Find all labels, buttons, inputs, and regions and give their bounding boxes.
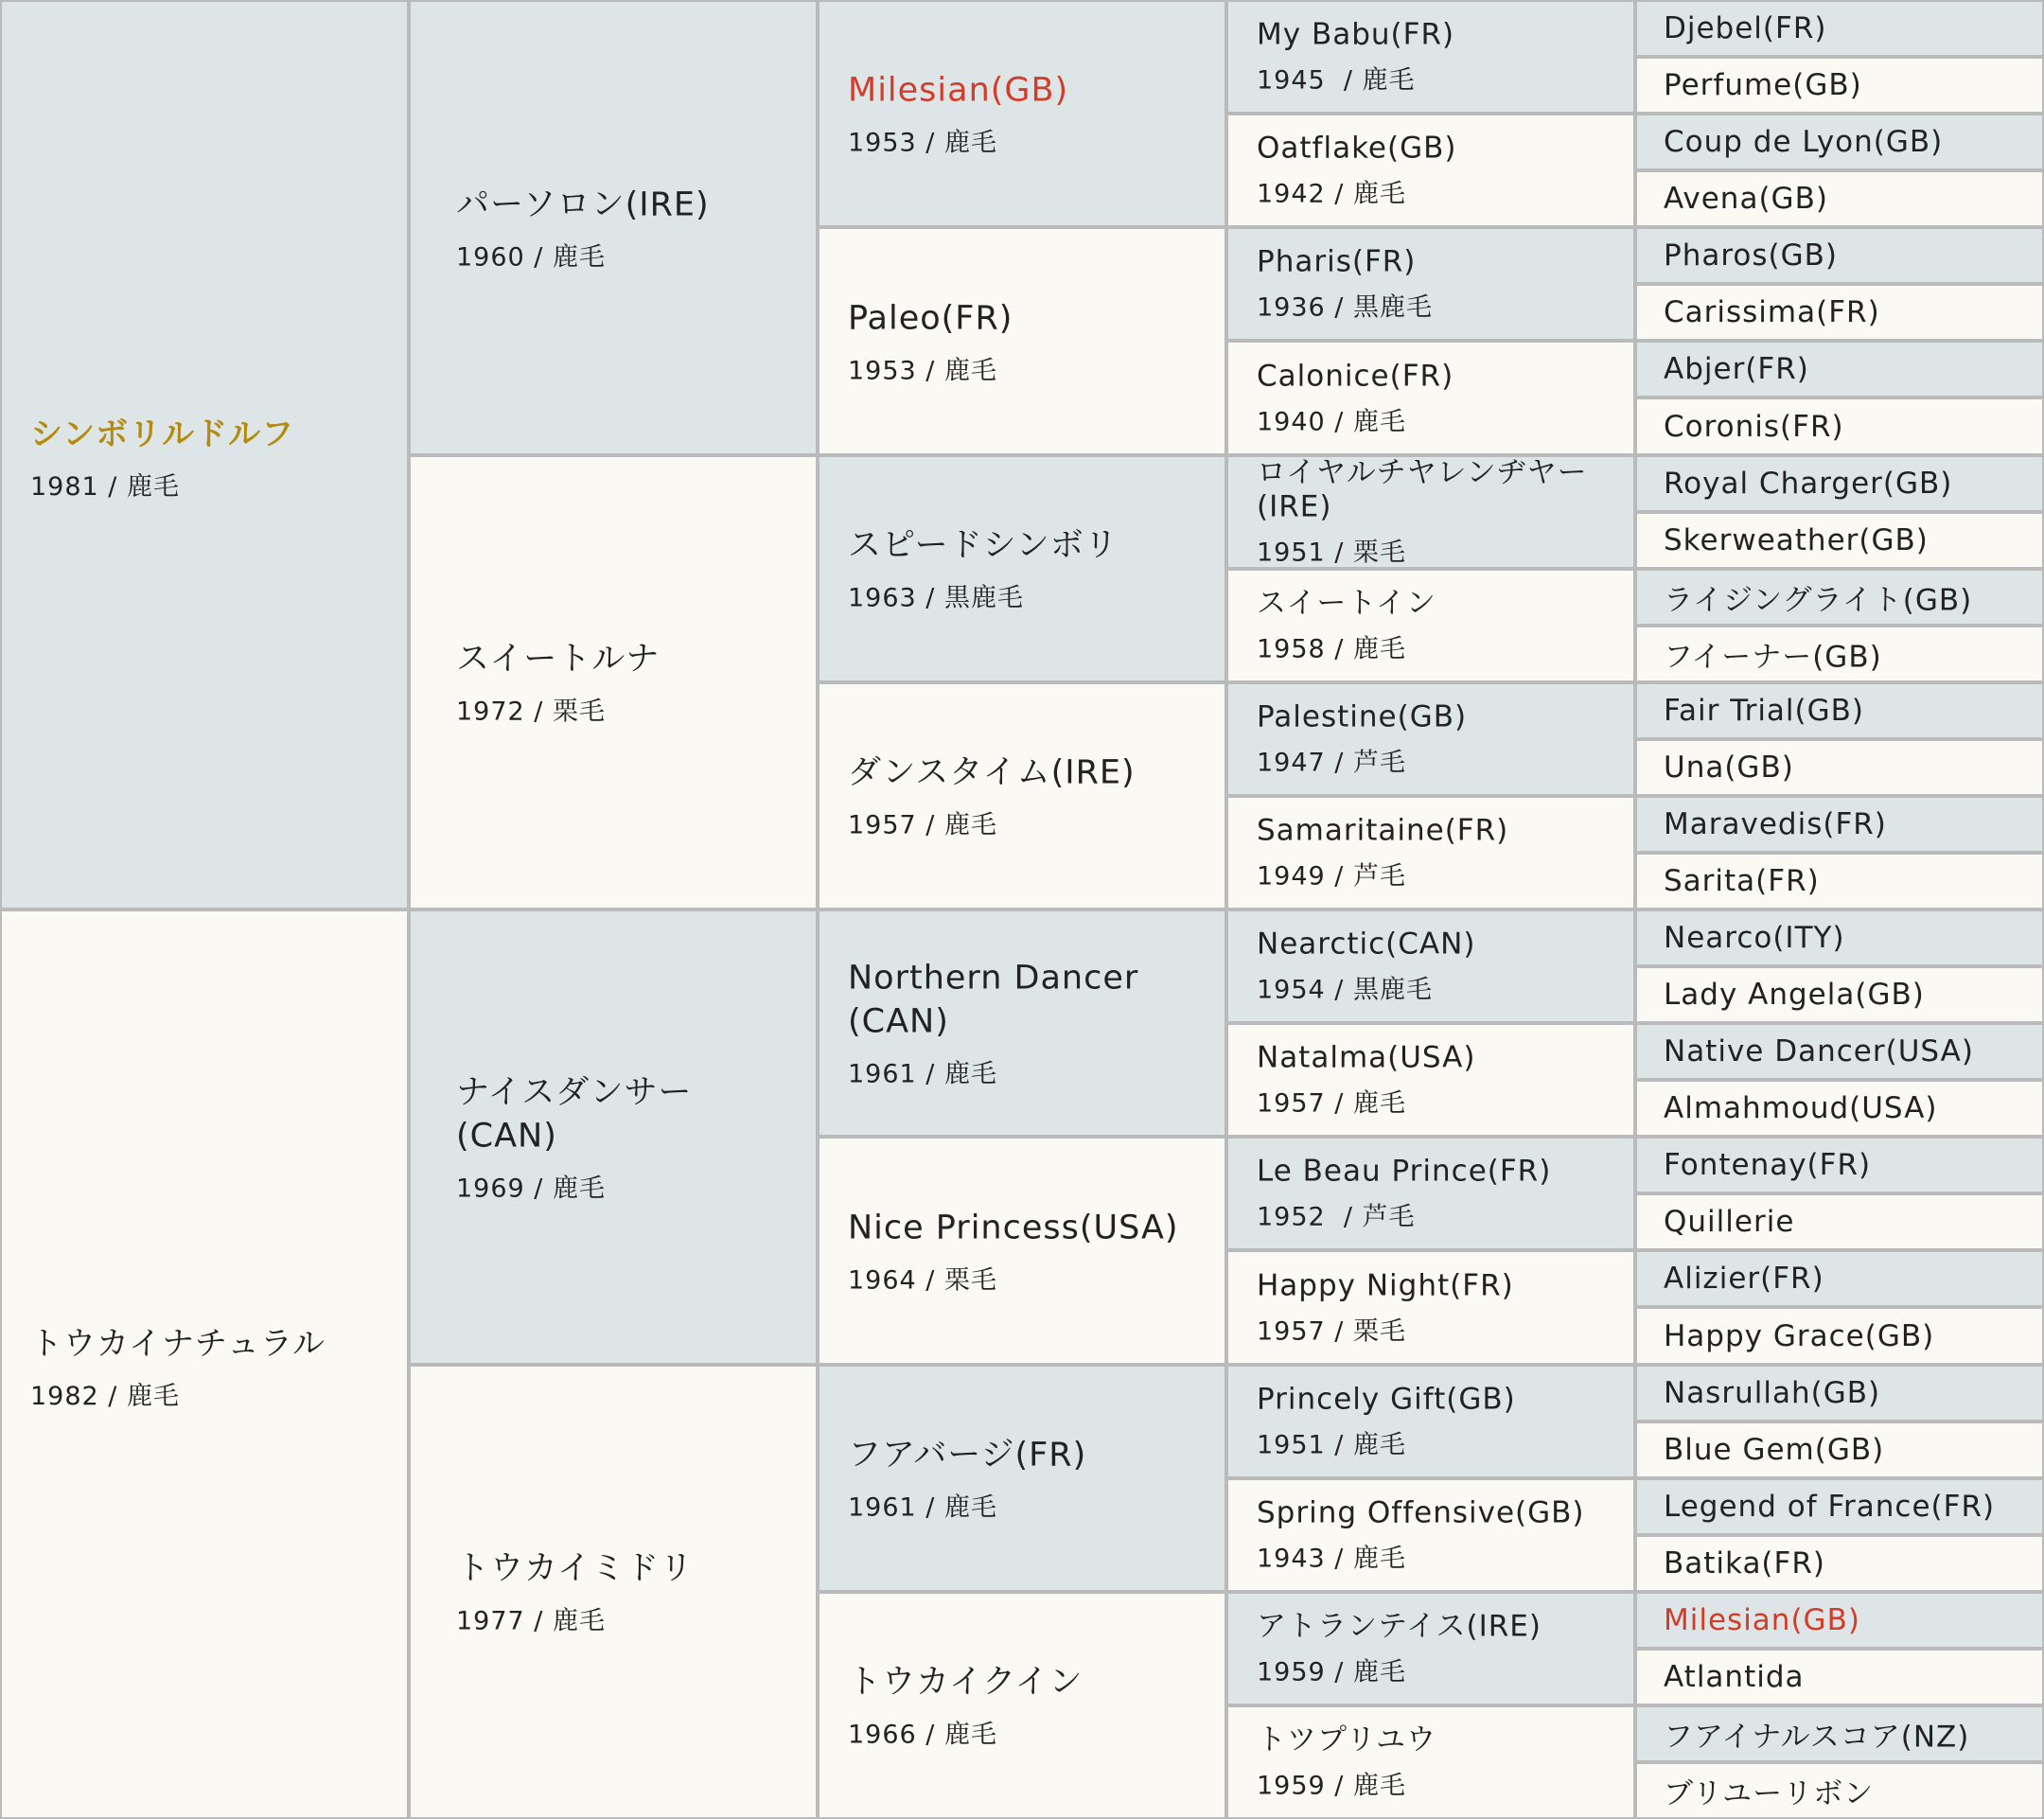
- horse-name[interactable]: Northern Dancer (CAN): [848, 959, 1139, 1041]
- pedigree-cell-g2-0: [409, 0, 818, 455]
- horse-entry: [848, 1206, 1209, 1296]
- horse-name[interactable]: Palestine(GB): [1257, 699, 1468, 734]
- horse-entry: [1664, 1319, 2027, 1353]
- horse-name[interactable]: フアイナルスコア(NZ): [1664, 1720, 1970, 1755]
- pedigree-cell-g4-7: [1226, 796, 1635, 910]
- horse-entry: [456, 638, 801, 728]
- horse-name[interactable]: Skerweather(GB): [1664, 523, 1929, 557]
- horse-entry: [848, 1661, 1209, 1751]
- pedigree-cell-g5-0: [1635, 0, 2044, 57]
- horse-entry: [1257, 700, 1618, 779]
- horse-entry: [1257, 1041, 1618, 1120]
- horse-year-color: 1942 / 鹿毛: [1257, 179, 1406, 209]
- pedigree-cell-g4-4: [1226, 455, 1635, 569]
- horse-entry: [1664, 1205, 2027, 1239]
- pedigree-cell-g4-8: [1226, 910, 1635, 1023]
- horse-year-color: 1958 / 鹿毛: [1257, 634, 1406, 664]
- horse-entry: [1257, 1268, 1618, 1347]
- horse-name[interactable]: Oatflake(GB): [1257, 131, 1457, 166]
- horse-name[interactable]: スイートイン: [1257, 586, 1436, 621]
- horse-name[interactable]: シンボリルドルフ: [30, 415, 295, 453]
- horse-name[interactable]: ブリユーリボン: [1664, 1776, 1875, 1811]
- horse-year-color: 1966 / 鹿毛: [848, 1720, 997, 1750]
- horse-name[interactable]: Samaritaine(FR): [1257, 813, 1509, 848]
- horse-entry: [30, 408, 392, 503]
- horse-entry: [1257, 1496, 1618, 1575]
- horse-entry: [1664, 921, 2027, 955]
- pedigree-cell-g3-7: [818, 1592, 1226, 1819]
- horse-name[interactable]: Abjer(FR): [1664, 352, 1809, 386]
- horse-name[interactable]: パーソロン(IRE): [456, 185, 710, 223]
- horse-name[interactable]: Natalma(USA): [1257, 1040, 1476, 1075]
- horse-entry: [1664, 352, 2027, 386]
- horse-name[interactable]: Blue Gem(GB): [1664, 1433, 1885, 1467]
- pedigree-cell-g5-11: [1635, 626, 2044, 682]
- horse-entry: [1664, 1148, 2027, 1182]
- horse-entry: [1664, 238, 2027, 273]
- horse-entry: [1664, 467, 2027, 501]
- pedigree-cell-g3-4: [818, 910, 1226, 1137]
- horse-entry: [1664, 1262, 2027, 1296]
- pedigree-cell-g5-12: [1635, 682, 2044, 739]
- horse-name[interactable]: Sarita(FR): [1664, 864, 1820, 898]
- pedigree-cell-g5-27: [1635, 1535, 2044, 1592]
- horse-name[interactable]: Djebel(FR): [1664, 11, 1827, 45]
- horse-name[interactable]: ナイスダンサー (CAN): [456, 1073, 693, 1155]
- pedigree-cell-g4-9: [1226, 1023, 1635, 1137]
- pedigree-cell-g4-15: [1226, 1705, 1635, 1819]
- horse-year-color: 1957 / 栗毛: [1257, 1316, 1406, 1346]
- horse-entry: [456, 183, 801, 273]
- pedigree-cell-g4-11: [1226, 1250, 1635, 1365]
- horse-entry: [1664, 633, 2027, 676]
- pedigree-cell-g1-1: [0, 910, 409, 1819]
- horse-year-color: 1961 / 鹿毛: [848, 1492, 997, 1523]
- pedigree-cell-g5-15: [1635, 853, 2044, 910]
- horse-year-color: 1952 / 芦毛: [1257, 1202, 1416, 1232]
- horse-year-color: 1960 / 鹿毛: [456, 242, 606, 272]
- horse-name[interactable]: Nice Princess(USA): [848, 1209, 1179, 1246]
- pedigree-cell-g4-13: [1226, 1478, 1635, 1592]
- horse-year-color: 1959 / 鹿毛: [1257, 1657, 1406, 1687]
- pedigree-cell-g5-8: [1635, 455, 2044, 512]
- horse-entry: [1257, 359, 1618, 437]
- horse-name[interactable]: Carissima(FR): [1664, 295, 1880, 329]
- horse-name[interactable]: Milesian(GB): [848, 71, 1069, 110]
- horse-name[interactable]: スイートルナ: [456, 640, 661, 679]
- pedigree-cell-g5-29: [1635, 1649, 2044, 1705]
- horse-name[interactable]: Fair Trial(GB): [1664, 694, 1865, 728]
- horse-entry: [1257, 1155, 1618, 1233]
- horse-entry: [1257, 245, 1618, 324]
- horse-name[interactable]: Milesian(GB): [1664, 1603, 1860, 1637]
- horse-year-color: 1940 / 鹿毛: [1257, 407, 1406, 436]
- horse-name[interactable]: ライジングライト(GB): [1664, 583, 1973, 618]
- horse-entry: [1257, 1383, 1618, 1461]
- pedigree-cell-g1-0: [0, 0, 409, 910]
- horse-year-color: 1981 / 鹿毛: [30, 471, 180, 502]
- horse-name[interactable]: Nearco(ITY): [1664, 921, 1845, 955]
- horse-entry: [1664, 1490, 2027, 1524]
- pedigree-cell-g5-25: [1635, 1422, 2044, 1478]
- horse-name[interactable]: Quillerie: [1664, 1205, 1795, 1239]
- horse-name[interactable]: Coup de Lyon(GB): [1664, 125, 1944, 159]
- horse-name[interactable]: Nasrullah(GB): [1664, 1376, 1881, 1410]
- pedigree-cell-g5-20: [1635, 1137, 2044, 1193]
- horse-year-color: 1977 / 鹿毛: [456, 1606, 606, 1636]
- pedigree-cell-g5-5: [1635, 284, 2044, 341]
- horse-entry: [848, 957, 1209, 1090]
- horse-name[interactable]: トツプリユウ: [1257, 1722, 1437, 1757]
- pedigree-cell-g3-0: [818, 0, 1226, 227]
- horse-name[interactable]: Paleo(FR): [848, 299, 1013, 337]
- horse-entry: [1664, 182, 2027, 216]
- pedigree-cell-g4-2: [1226, 227, 1635, 341]
- horse-name[interactable]: Avena(GB): [1664, 182, 1828, 216]
- horse-entry: [456, 1547, 801, 1637]
- horse-entry: [1664, 694, 2027, 728]
- horse-name[interactable]: Native Dancer(USA): [1664, 1034, 1974, 1068]
- horse-entry: [1664, 864, 2027, 898]
- horse-name[interactable]: Legend of France(FR): [1664, 1490, 1996, 1524]
- pedigree-cell-g2-1: [409, 455, 818, 910]
- horse-name[interactable]: ダンスタイム(IRE): [848, 753, 1136, 792]
- horse-entry: [1664, 807, 2027, 841]
- horse-entry: [1257, 132, 1618, 210]
- pedigree-cell-g5-18: [1635, 1023, 2044, 1080]
- pedigree-cell-g5-22: [1635, 1250, 2044, 1307]
- horse-name[interactable]: Royal Charger(GB): [1664, 467, 1953, 501]
- horse-year-color: 1943 / 鹿毛: [1257, 1544, 1406, 1574]
- horse-name[interactable]: Pharos(GB): [1664, 238, 1838, 273]
- horse-year-color: 1945 / 鹿毛: [1257, 65, 1416, 96]
- pedigree-cell-g5-1: [1635, 57, 2044, 114]
- horse-name[interactable]: Le Beau Prince(FR): [1257, 1154, 1552, 1189]
- pedigree-cell-g5-26: [1635, 1478, 2044, 1535]
- horse-entry: [848, 69, 1209, 159]
- pedigree-cell-g4-14: [1226, 1592, 1635, 1705]
- horse-name[interactable]: Batika(FR): [1664, 1546, 1825, 1581]
- horse-name[interactable]: トウカイナチュラル: [30, 1324, 326, 1363]
- horse-name[interactable]: Atlantida: [1664, 1660, 1805, 1694]
- horse-entry: [848, 1434, 1209, 1524]
- pedigree-cell-g4-1: [1226, 114, 1635, 227]
- horse-entry: [1664, 523, 2027, 557]
- pedigree-cell-g5-3: [1635, 170, 2044, 227]
- horse-year-color: 1951 / 鹿毛: [1257, 1430, 1406, 1460]
- pedigree-cell-g4-3: [1226, 341, 1635, 455]
- horse-name[interactable]: Maravedis(FR): [1664, 807, 1887, 841]
- horse-year-color: 1936 / 黒鹿毛: [1257, 292, 1433, 323]
- horse-year-color: 1954 / 黒鹿毛: [1257, 975, 1433, 1005]
- horse-year-color: 1949 / 芦毛: [1257, 861, 1406, 892]
- horse-year-color: 1953 / 鹿毛: [848, 356, 997, 385]
- horse-year-color: 1982 / 鹿毛: [30, 1381, 180, 1411]
- pedigree-cell-g5-23: [1635, 1307, 2044, 1365]
- horse-name[interactable]: アトランテイス(IRE): [1257, 1609, 1542, 1644]
- horse-entry: [1664, 410, 2027, 444]
- pedigree-cell-g5-14: [1635, 796, 2044, 853]
- horse-entry: [1664, 1376, 2027, 1410]
- pedigree-cell-g3-6: [818, 1365, 1226, 1592]
- pedigree-cell-g5-4: [1635, 227, 2044, 284]
- horse-entry: [1664, 1034, 2027, 1068]
- horse-entry: [1257, 1723, 1618, 1802]
- pedigree-cell-g5-9: [1635, 512, 2044, 569]
- horse-year-color: 1957 / 鹿毛: [1257, 1088, 1406, 1119]
- pedigree-cell-g4-5: [1226, 569, 1635, 682]
- horse-name[interactable]: トウカイクイン: [848, 1663, 1084, 1702]
- horse-name[interactable]: Spring Offensive(GB): [1257, 1495, 1585, 1530]
- pedigree-cell-g3-3: [818, 682, 1226, 910]
- horse-year-color: 1964 / 栗毛: [848, 1265, 997, 1295]
- pedigree-cell-g5-6: [1635, 341, 2044, 397]
- pedigree-cell-g3-5: [818, 1137, 1226, 1365]
- horse-entry: [1257, 1610, 1618, 1688]
- horse-entry: [848, 296, 1209, 386]
- horse-name[interactable]: Pharis(FR): [1257, 244, 1417, 279]
- pedigree-cell-g4-12: [1226, 1365, 1635, 1478]
- horse-entry: [1664, 68, 2027, 102]
- horse-entry: [1664, 978, 2027, 1012]
- pedigree-cell-g5-30: [1635, 1705, 2044, 1762]
- horse-entry: [1664, 1603, 2027, 1637]
- horse-entry: [848, 524, 1209, 614]
- horse-entry: [1664, 1433, 2027, 1467]
- pedigree-cell-g4-10: [1226, 1137, 1635, 1250]
- horse-entry: [1257, 814, 1618, 892]
- horse-year-color: 1959 / 鹿毛: [1257, 1771, 1406, 1801]
- horse-entry: [1664, 1713, 2027, 1756]
- horse-entry: [1257, 927, 1618, 1006]
- pedigree-cell-g5-2: [1635, 114, 2044, 170]
- horse-entry: [1664, 11, 2027, 45]
- horse-entry: [1664, 125, 2027, 159]
- pedigree-cell-g5-21: [1635, 1193, 2044, 1250]
- pedigree-cell-g4-0: [1226, 0, 1635, 114]
- horse-entry: [1664, 576, 2027, 619]
- horse-year-color: 1951 / 栗毛: [1257, 538, 1406, 568]
- pedigree-cell-g3-1: [818, 227, 1226, 455]
- pedigree-cell-g5-28: [1635, 1592, 2044, 1649]
- horse-name[interactable]: My Babu(FR): [1257, 17, 1455, 52]
- horse-name[interactable]: Coronis(FR): [1664, 409, 1844, 444]
- horse-name[interactable]: Happy Grace(GB): [1664, 1318, 1935, 1353]
- horse-name[interactable]: Princely Gift(GB): [1257, 1382, 1516, 1417]
- horse-entry: [1664, 751, 2027, 785]
- pedigree-cell-g5-19: [1635, 1080, 2044, 1137]
- horse-year-color: 1953 / 鹿毛: [848, 128, 997, 158]
- horse-name[interactable]: Lady Angela(GB): [1664, 978, 1925, 1012]
- pedigree-cell-g5-17: [1635, 966, 2044, 1023]
- pedigree-cell-g3-2: [818, 455, 1226, 682]
- pedigree-cell-g5-24: [1635, 1365, 2044, 1422]
- horse-entry: [848, 751, 1209, 841]
- horse-name[interactable]: Happy Night(FR): [1257, 1268, 1514, 1302]
- pedigree-cell-g5-10: [1635, 569, 2044, 626]
- horse-year-color: 1961 / 鹿毛: [848, 1059, 997, 1089]
- pedigree-cell-g2-3: [409, 1365, 818, 1819]
- horse-year-color: 1969 / 鹿毛: [456, 1174, 606, 1203]
- horse-name[interactable]: ロイヤルチヤレンヂヤー (IRE): [1257, 455, 1588, 524]
- horse-name[interactable]: フイーナー(GB): [1664, 640, 1882, 675]
- horse-entry: [30, 1317, 392, 1412]
- horse-name[interactable]: スピードシンボリ: [848, 526, 1119, 565]
- horse-entry: [1664, 1546, 2027, 1581]
- horse-year-color: 1972 / 栗毛: [456, 697, 606, 727]
- horse-entry: [1257, 456, 1618, 569]
- horse-entry: [1664, 295, 2027, 329]
- horse-name[interactable]: Calonice(FR): [1257, 359, 1454, 393]
- horse-entry: [456, 1070, 801, 1204]
- horse-name[interactable]: Una(GB): [1664, 751, 1794, 785]
- pedigree-cell-g5-13: [1635, 739, 2044, 796]
- horse-year-color: 1957 / 鹿毛: [848, 810, 997, 840]
- pedigree-cell-g5-31: [1635, 1762, 2044, 1819]
- horse-entry: [1664, 1660, 2027, 1694]
- horse-name[interactable]: フアバージ(FR): [848, 1436, 1087, 1475]
- horse-name[interactable]: Fontenay(FR): [1664, 1148, 1872, 1182]
- horse-name[interactable]: Nearctic(CAN): [1257, 927, 1476, 962]
- horse-entry: [1664, 1091, 2027, 1125]
- horse-name[interactable]: トウカイミドリ: [456, 1549, 694, 1588]
- pedigree-cell-g4-6: [1226, 682, 1635, 796]
- horse-entry: [1257, 18, 1618, 97]
- horse-year-color: 1947 / 芦毛: [1257, 748, 1406, 778]
- horse-name[interactable]: Alizier(FR): [1664, 1262, 1824, 1296]
- pedigree-cell-g5-7: [1635, 397, 2044, 455]
- horse-name[interactable]: Almahmoud(USA): [1664, 1091, 1938, 1125]
- horse-year-color: 1963 / 黒鹿毛: [848, 583, 1024, 613]
- horse-name[interactable]: Perfume(GB): [1664, 68, 1862, 102]
- pedigree-cell-g5-16: [1635, 910, 2044, 966]
- horse-entry: [1664, 1770, 2027, 1812]
- horse-entry: [1257, 587, 1618, 665]
- pedigree-cell-g2-2: [409, 910, 818, 1365]
